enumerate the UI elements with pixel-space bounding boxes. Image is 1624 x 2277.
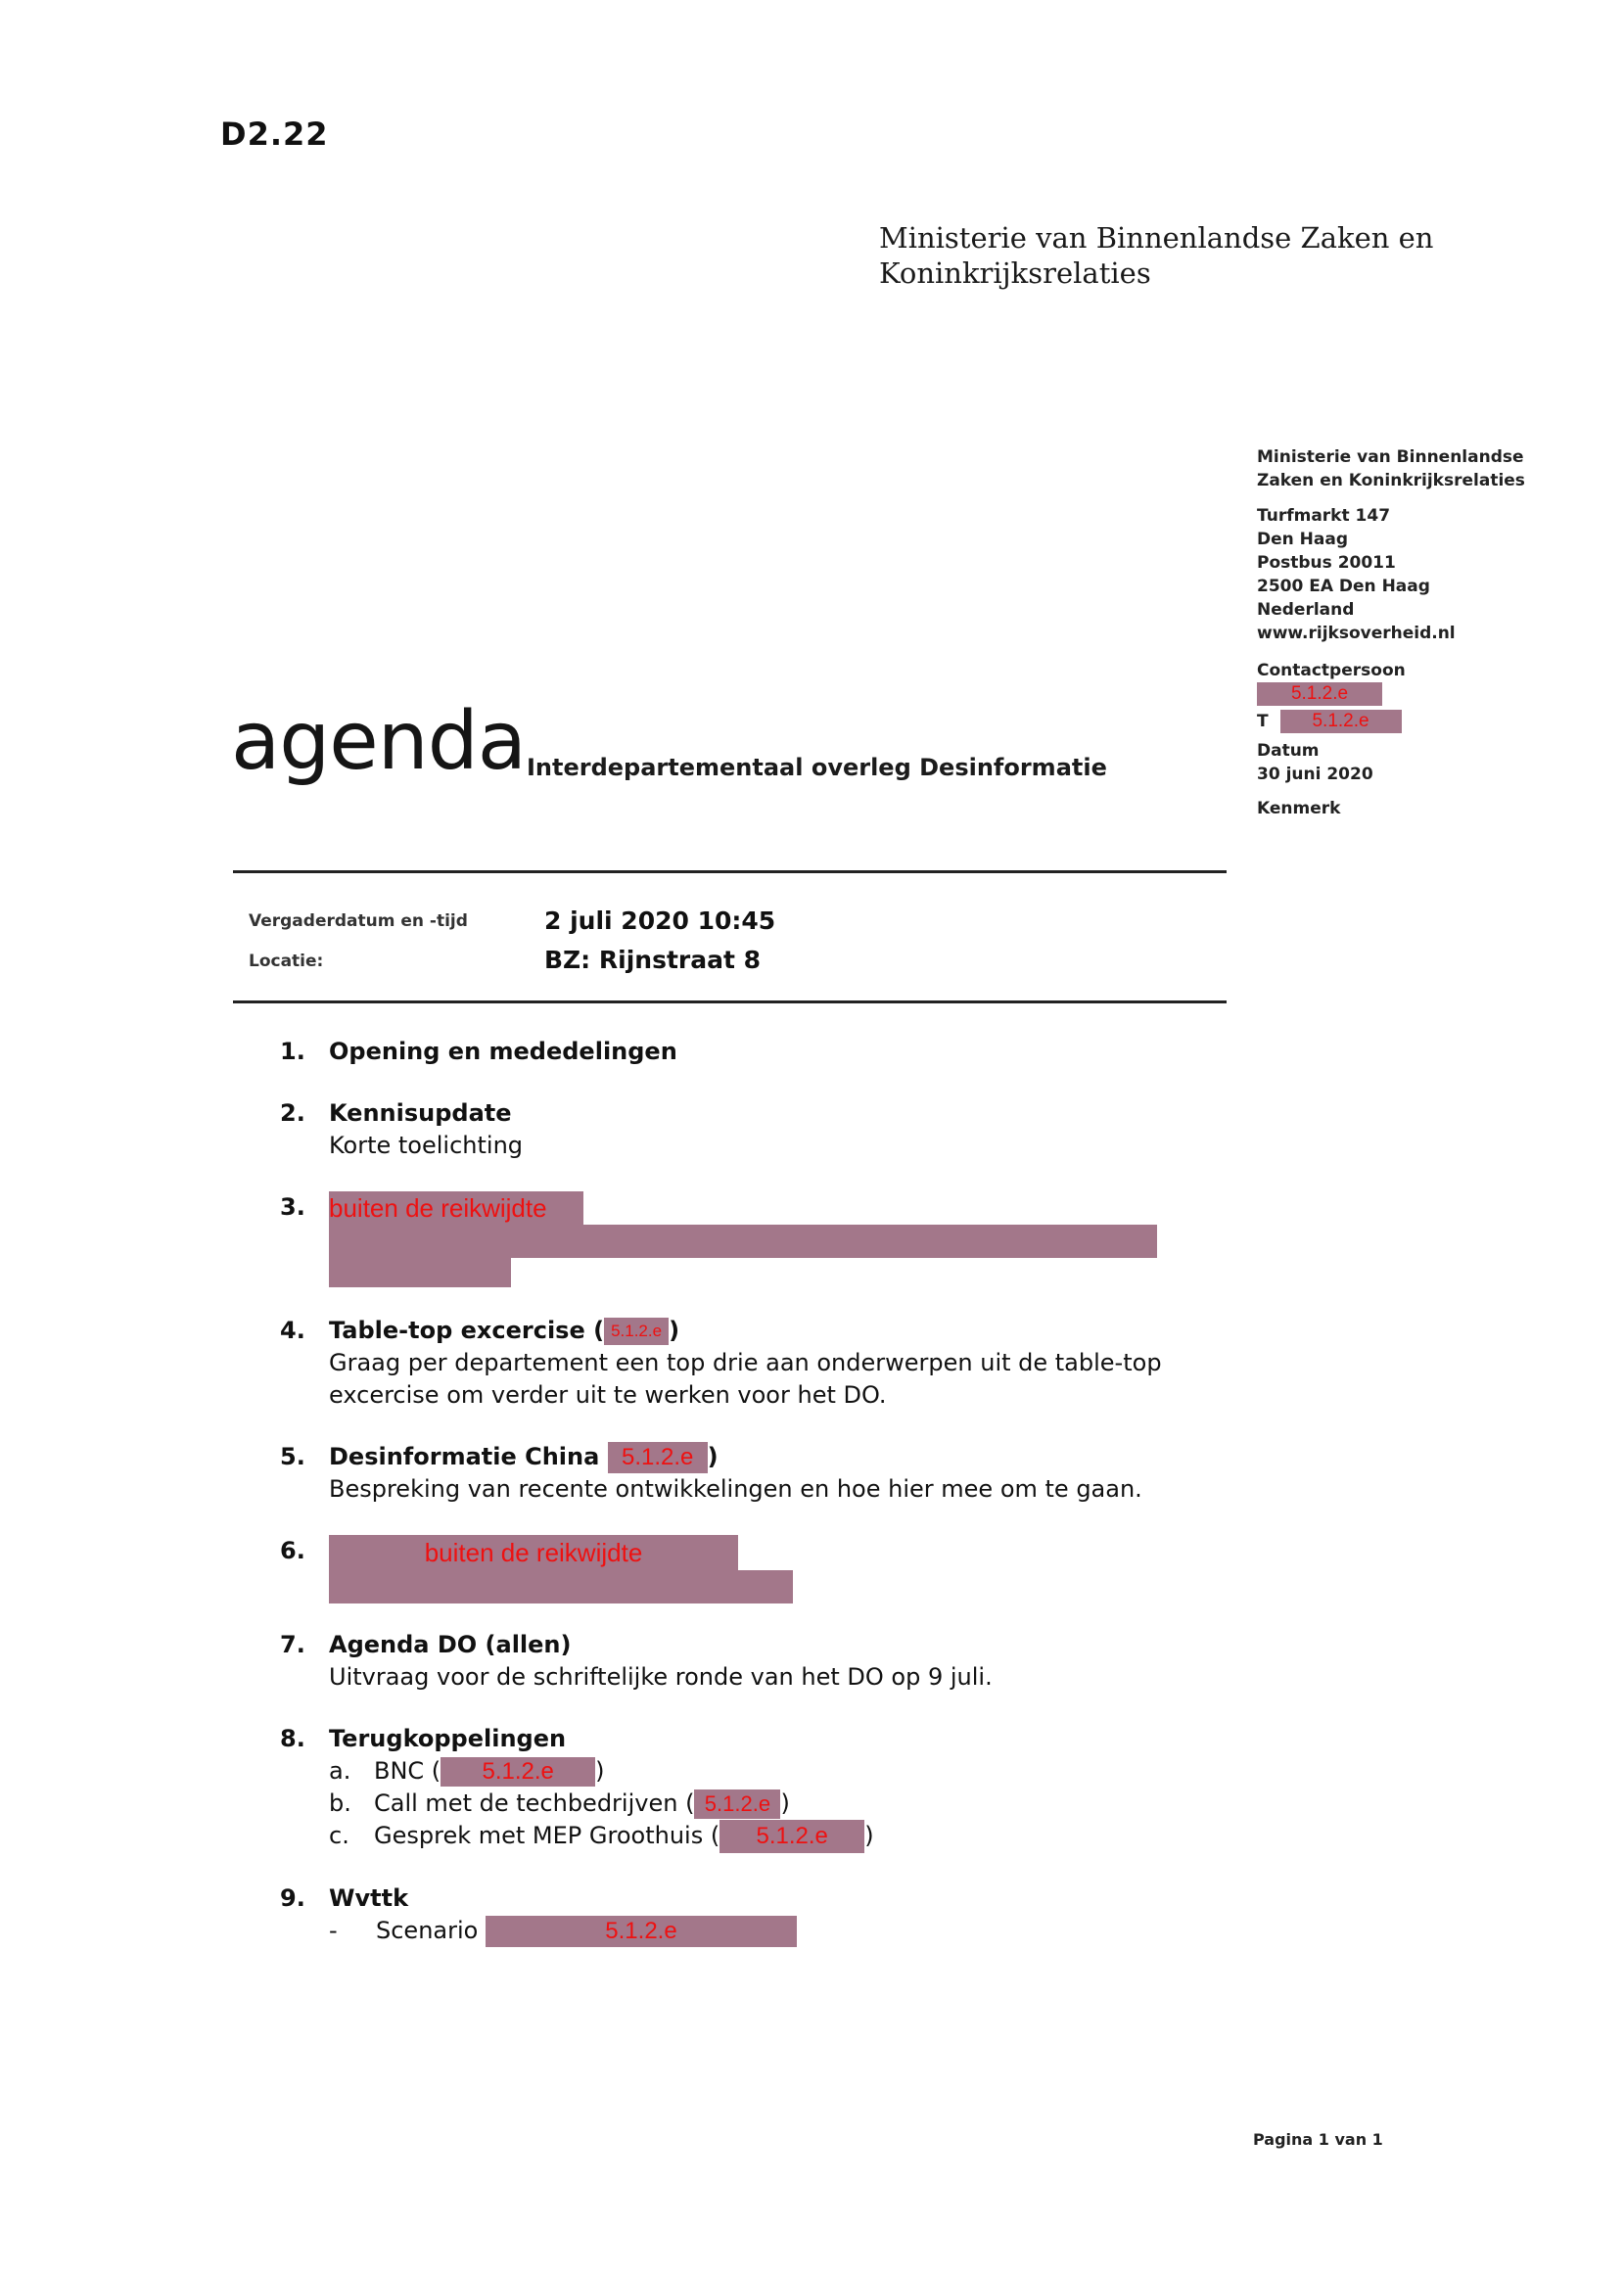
org-block <box>1257 445 1580 492</box>
reference-label: Kenmerk <box>1257 799 1341 818</box>
redaction-block: 5.1.2.e <box>608 1442 708 1473</box>
sub-item <box>280 1788 1259 1820</box>
datetime-label: Vergaderdatum en -tijd <box>249 911 468 931</box>
item-title <box>329 1315 1259 1347</box>
sub-item <box>280 1820 1259 1853</box>
org-line-1: Ministerie van Binnenlandse <box>1257 447 1524 467</box>
divider <box>233 870 1227 873</box>
sub-item-text: BNC ( <box>374 1757 441 1785</box>
sub-item-letter: b. <box>329 1789 351 1817</box>
item-description: Graag per departement een top drie aan onderwerpen uit de table-top <box>329 1349 1162 1376</box>
website-link[interactable]: www.rijksoverheid.nl <box>1257 624 1456 643</box>
date-label: Datum <box>1257 741 1320 761</box>
redaction-block: 5.1.2.e <box>694 1789 780 1819</box>
item-title: Terugkoppelingen <box>329 1725 567 1752</box>
document-code: D2.22 <box>220 116 329 153</box>
item-title <box>329 1441 1259 1473</box>
paren-close: ) <box>595 1757 605 1785</box>
contact-label: Contactpersoon <box>1257 661 1406 680</box>
phone-prefix: T <box>1257 712 1269 731</box>
page-subtitle: Interdepartementaal overleg Desinformatie <box>527 754 1107 781</box>
item-number: 1. <box>280 1038 305 1065</box>
item-number: 2. <box>280 1099 305 1127</box>
date-value: 30 juni 2020 <box>1257 765 1373 784</box>
paren-close: ) <box>707 1443 719 1470</box>
location-value: BZ: Rijnstraat 8 <box>544 946 762 974</box>
redaction-block <box>329 1225 1157 1258</box>
item-title: Wvttk <box>329 1884 409 1912</box>
address-line: Den Haag <box>1257 530 1349 549</box>
org-line-2: Zaken en Koninkrijksrelaties <box>1257 471 1525 490</box>
divider <box>233 1000 1227 1003</box>
agenda-item <box>280 1882 1259 1915</box>
redaction-block <box>329 1258 511 1287</box>
item-number: 5. <box>280 1443 305 1470</box>
redaction-block <box>329 1570 793 1603</box>
agenda-item <box>280 1535 1259 1603</box>
paren-close: ) <box>864 1822 874 1849</box>
sub-item-text: Gesprek met MEP Groothuis ( <box>374 1822 720 1849</box>
redaction-block: 5.1.2.e <box>719 1820 864 1853</box>
item-title: Kennisupdate <box>329 1099 512 1127</box>
address-block <box>1257 504 1580 645</box>
ministry-line-2: Koninkrijksrelaties <box>879 256 1151 290</box>
agenda-item <box>280 1036 1259 1068</box>
sub-item-letter: a. <box>329 1757 351 1785</box>
sub-item-text: Call met de techbedrijven ( <box>374 1789 695 1817</box>
paren-close: ) <box>780 1789 790 1817</box>
sub-item-letter: c. <box>329 1822 349 1849</box>
item-number: 7. <box>280 1631 305 1658</box>
paren-close: ) <box>669 1317 680 1344</box>
redaction-block: 5.1.2.e <box>1280 710 1402 733</box>
item-description: excercise om verder uit te werken voor het DO. <box>329 1381 887 1409</box>
item-number: 6. <box>280 1537 305 1564</box>
item-number: 3. <box>280 1193 305 1221</box>
ministry-line-1: Ministerie van Binnenlandse Zaken en <box>879 221 1434 255</box>
item-number: 8. <box>280 1725 305 1752</box>
page-title: agenda <box>231 695 527 788</box>
item-number: 4. <box>280 1317 305 1344</box>
item-title: Agenda DO (allen) <box>329 1631 572 1658</box>
redaction-block: 5.1.2.e <box>604 1318 669 1345</box>
item-description: Korte toelichting <box>329 1132 524 1159</box>
bullet-dash: - <box>329 1917 338 1944</box>
location-label: Locatie: <box>249 952 324 971</box>
page-number: Pagina 1 van 1 <box>1253 2130 1383 2149</box>
sub-item <box>280 1755 1259 1788</box>
item-title: Opening en mededelingen <box>329 1038 677 1065</box>
address-line: Postbus 20011 <box>1257 553 1396 573</box>
address-line: Turfmarkt 147 <box>1257 506 1391 526</box>
agenda-item <box>280 1191 1259 1287</box>
redaction-block: buiten de reikwijdte <box>329 1191 583 1225</box>
redaction-block: buiten de reikwijdte <box>329 1535 738 1570</box>
agenda-list <box>280 1036 1259 1947</box>
sub-item <box>280 1915 1259 1947</box>
agenda-item <box>280 1629 1259 1694</box>
agenda-item <box>280 1315 1259 1412</box>
agenda-item <box>280 1097 1259 1162</box>
agenda-item <box>280 1441 1259 1506</box>
redaction-block: 5.1.2.e <box>441 1757 595 1787</box>
address-line: Nederland <box>1257 600 1355 620</box>
phone-row <box>1257 710 1580 733</box>
sub-item-text: Scenario <box>376 1917 479 1944</box>
item-description: Uitvraag voor de schriftelijke ronde van het DO op 9 juli. <box>329 1663 993 1691</box>
item-description: Bespreking van recente ontwikkelingen en hoe hier mee om te gaan. <box>329 1475 1142 1503</box>
item-title-text: Desinformatie China <box>329 1443 608 1470</box>
item-number: 9. <box>280 1884 305 1912</box>
redaction-block: 5.1.2.e <box>1257 682 1382 706</box>
contact-row <box>1257 682 1580 706</box>
address-line: 2500 EA Den Haag <box>1257 577 1430 596</box>
ministry-name <box>879 220 1433 291</box>
item-title-text: Table-top excercise ( <box>329 1317 605 1344</box>
redaction-block: 5.1.2.e <box>486 1916 797 1947</box>
sender-sidebar <box>1257 445 1580 820</box>
agenda-item <box>280 1723 1259 1755</box>
datetime-value: 2 juli 2020 10:45 <box>544 906 776 935</box>
